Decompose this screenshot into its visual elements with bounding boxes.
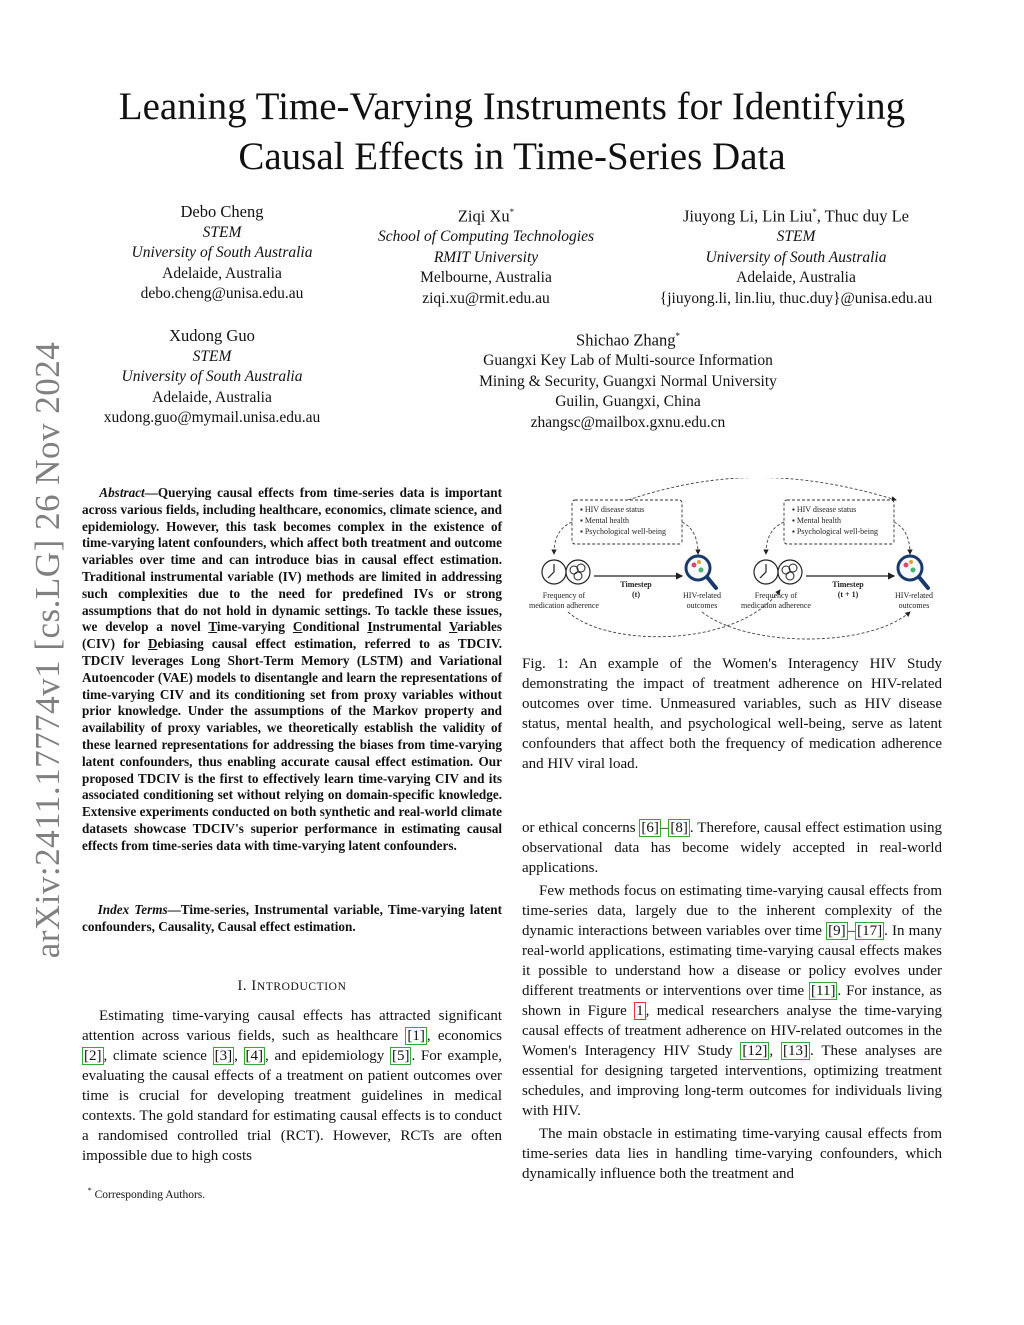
citation-link[interactable]: [1] — [407, 1028, 425, 1044]
author-block-3 — [640, 202, 952, 309]
paragraph: The main obstacle in estimating time-varying causal effects from time-series data lies in handling time-varying confounders, which dynamically influence both the treatment and — [522, 1126, 942, 1182]
paragraph: or ethical concerns [6] – [8] . Therefore, causal effect estimation using observational data has become widely accepted in real-world applications. — [522, 820, 942, 876]
citation-link[interactable]: [2] — [84, 1048, 102, 1064]
citation-link[interactable]: [4] — [245, 1048, 264, 1064]
magnifier-icon — [898, 556, 928, 588]
author-name: Xudong Guo — [169, 326, 255, 345]
box-item: ▪ Psychological well-being — [792, 527, 878, 536]
figure-1 — [518, 478, 944, 648]
box-item: ▪ Mental health — [792, 516, 842, 525]
timestep-value: (t) — [632, 590, 640, 599]
box-item: ▪ HIV disease status — [580, 505, 645, 514]
citation-link[interactable]: [6] — [641, 820, 659, 836]
right-column-text — [522, 818, 942, 1184]
author-name: Debo Cheng — [180, 202, 264, 221]
freq-label: Frequency of — [754, 591, 798, 600]
index-terms-label: Index Terms — [97, 902, 168, 917]
author-loc: Adelaide, Australia — [162, 264, 282, 282]
pills-icon — [778, 560, 802, 584]
author-affil-2: Mining & Security, Guangxi Normal University — [479, 372, 777, 390]
citation-link[interactable]: [3] — [214, 1048, 233, 1064]
abstract-text-cont: ebiasing causal effect estimation, referred to as TDCIV. TDCIV leverages Long Short-Term Memory (LSTM) and Variational Autoencoder (VAE) models to disentangle and learn the representations of time-varying CIV and its conditioning set from proxy variables without prior knowledge. Under the assumptions of the Markov property and availability of proxy variables, we theoretically establish the validity of these learned representations for addressing the biases from time-varying latent confounders, thus enabling accurate causal effect estimation. Our proposed TDCIV is the first to effectively learn time-varying CIV and its associated conditioning set without relying on domain-specific knowledge. Extensive experiments conducted on both synthetic and real-world climate datasets showcase TDCIV's superior performance in estimating causal effects from time-series data with time-varying latent confounders. — [82, 636, 502, 853]
freq-label: medication adherence — [741, 601, 811, 610]
author-inst: University of South Australia — [705, 248, 887, 266]
outcome-label: outcomes — [898, 601, 930, 610]
author-email: {jiuyong.li, lin.liu, thuc.duy}@unisa.edu.au — [659, 289, 933, 307]
abstract-label: Abstract — [99, 485, 145, 500]
author-name: Shichao Zhang* — [576, 330, 680, 350]
author-dept: School of Computing Technologies — [378, 228, 594, 245]
author-loc: Guilin, Guangxi, China — [555, 393, 701, 410]
box-item: ▪ Mental health — [580, 516, 630, 525]
figure-link[interactable]: 1 — [636, 1003, 644, 1019]
outcome-label: HIV-related — [683, 591, 721, 600]
figure-caption: Fig. 1: An example of the Women's Interagency HIV Study demonstrating the impact of treatment adherence on HIV-related outcomes over time. Unmeasured variables, such as HIV disease status, mental health, and psychological well-being, serve as latent confounders that affect both the frequency of medication adherence and HIV viral load. — [522, 656, 943, 772]
pills-icon — [566, 560, 590, 584]
outcome-label: HIV-related — [895, 591, 933, 600]
freq-label: Frequency of — [542, 591, 586, 600]
paragraph: Few methods focus on estimating time-varying causal effects from time-series data, largely due to the inherent complexity of the dynamic interactions between variables over time [9] – [17] . In many real-world applications, estimating time-varying causal effects makes it possible to understand how a disease or policy evolves under different treatments or interventions over time [11] . For instance, as shown in Figure 1 , medical researchers analyse the time-varying causal effects of treatment adherence on HIV-related outcomes in the Women's Interagency HIV Study [12] , [13] . These analyses are essential for designing targeted interventions, optimizing treatment schedules, and improving long-term outcomes for individuals living with HIV. — [522, 883, 943, 1119]
outcome-label: outcomes — [686, 601, 718, 610]
arxiv-stamp-text: arXiv:2411.17774v1 [cs.LG] 26 Nov 2024 — [28, 341, 67, 959]
author-email: xudong.guo@mymail.unisa.edu.au — [103, 409, 321, 426]
author-name: Jiuyong Li, Lin Liu*, Thuc duy Le — [682, 206, 909, 226]
author-affil-1: Guangxi Key Lab of Multi-source Information — [483, 352, 773, 369]
author-loc: Adelaide, Australia — [152, 388, 272, 406]
author-block-1 — [82, 202, 362, 305]
abstract: Abstract—Querying causal effects from time-series data is important across various fields, including healthcare, economics, climate science, and epidemiology. However, this task becomes complex in the existence of time-varying latent confounders, which affect both treatment and outcome variables over time and can introduce bias in causal effect estimation. Traditional instrumental variable (IV) methods are limited in addressing such complexities due to the need for predefined IVs or strong assumptions that do not hold in dynamic settings. To tackle these issues, we develop a novel Time-varying Conditional Instrumental Variables (CIV) for Debiasing causal effect estimation, referred to as TDCIV. TDCIV leverages Long Short-Term Memory (LSTM) and Variational Autoencoder (VAE) models to disentangle and learn the representations of time-varying CIV and its conditioning set from proxy variables without prior knowledge. Under the assumptions of the Markov property and availability of proxy variables, we theoretically establish the validity of these learned representations for addressing the biases from time-varying latent confounders, thus enabling accurate causal effect estimation. Our proposed TDCIV is the first to effectively learn time-varying CIV and its associated conditioning set without relying on domain-specific knowledge. Extensive experiments conducted on both synthetic and real-world climate datasets showcase TDCIV's superior performance in estimating causal effects from time-series data with time-varying latent confounders. — [82, 485, 503, 853]
author-email: debo.cheng@unisa.edu.au — [140, 285, 304, 302]
author-email: zhangsc@mailbox.gxnu.edu.cn — [530, 413, 726, 431]
author-dept: STEM — [202, 223, 242, 241]
title-line-1: Leaning Time-Varying Instruments for Identifying — [118, 85, 906, 128]
abstract-text: Querying causal effects from time-series data is important across various fields, including healthcare, economics, climate science, and epidemiology. However, this task becomes complex in the existence of time-varying latent confounders, which affect both treatment and outcome variables over time and can introduce bias in causal effect estimation. Traditional instrumental variable (IV) methods are limited in addressing such complexities due to the need for predefined IVs or strong assumptions that do not hold in dynamic settings. To tackle these issues, we develop a novel — [82, 485, 503, 635]
citation-link[interactable]: [12] — [742, 1043, 768, 1059]
paper-title — [60, 82, 964, 182]
author-dept: STEM — [192, 347, 232, 365]
index-terms-text: —Time-series, Instrumental variable, Time-varying latent confounders, Causality, Causal effect estimation. — [82, 902, 503, 934]
citation-link[interactable]: [13] — [783, 1043, 809, 1059]
author-block-5 — [438, 326, 818, 433]
clock-icon — [542, 560, 566, 584]
footnote: * Corresponding Authors. — [87, 1186, 206, 1201]
box-item: ▪ Psychological well-being — [580, 527, 666, 536]
citation-link[interactable]: [17] — [857, 923, 883, 939]
citation-link[interactable]: [8] — [670, 820, 688, 836]
timestep-label: Timestep — [620, 580, 652, 589]
citation-link[interactable]: [9] — [828, 923, 846, 939]
author-email: ziqi.xu@rmit.edu.au — [422, 289, 550, 307]
box-item: ▪ HIV disease status — [792, 505, 857, 514]
author-block-4 — [82, 326, 342, 429]
author-loc: Adelaide, Australia — [736, 269, 856, 286]
arxiv-stamp — [18, 341, 78, 959]
author-inst: University of South Australia — [121, 368, 303, 385]
author-name: Ziqi Xu* — [457, 206, 515, 226]
index-terms — [82, 902, 502, 936]
author-inst: University of South Australia — [131, 244, 313, 261]
citation-link[interactable]: [11] — [811, 983, 836, 999]
author-block-2 — [352, 202, 620, 309]
timestep-value: (t + 1) — [837, 590, 859, 599]
author-loc: Melbourne, Australia — [420, 269, 552, 286]
magnifier-icon — [686, 556, 716, 588]
author-dept: STEM — [776, 228, 816, 245]
author-inst: RMIT University — [433, 248, 539, 266]
citation-link[interactable]: [5] — [391, 1048, 410, 1064]
figure-diagram — [518, 478, 944, 648]
intro-paragraph: Estimating time-varying causal effects has attracted significant attention across various fields, such as healthcare [1] , economics [2] , climate science [3] , [4] , and epidemiology [5] . For example, evaluating the causal effects of a treatment on patient outcomes over time is crucial for developing treatment guidelines in medical contexts. The gold standard for estimating causal effects is to conduct a randomised controlled trial (RCT). However, RCTs are often impossible due to high costs — [82, 1008, 502, 1164]
confounder-arc — [628, 478, 896, 500]
freq-label: medication adherence — [529, 601, 599, 610]
section-heading: I. INTRODUCTION — [237, 978, 347, 994]
title-line-2: Causal Effects in Time-Series Data — [238, 135, 786, 178]
clock-icon — [754, 560, 778, 584]
timestep-label: Timestep — [832, 580, 864, 589]
